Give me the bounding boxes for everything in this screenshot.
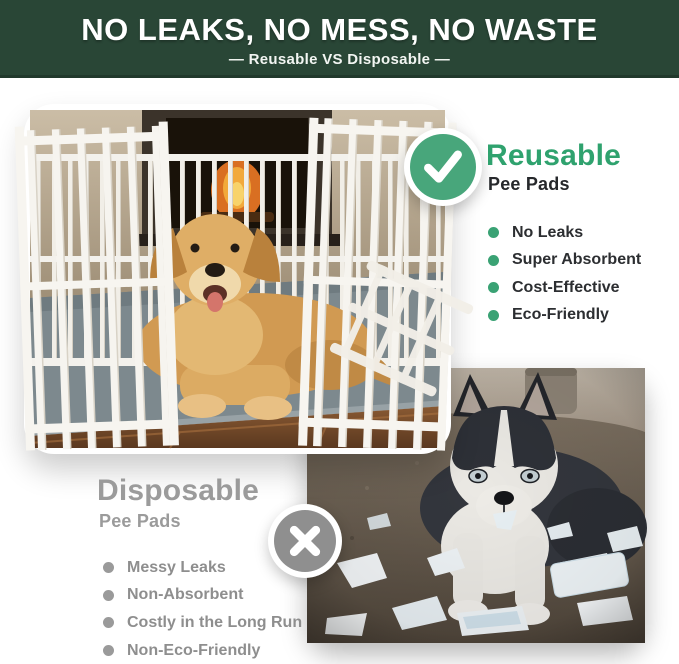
reusable-benefits-list: [488, 219, 676, 329]
bullet-dot-icon: [103, 617, 114, 628]
bullet-dot-icon: [488, 255, 499, 266]
bullet-dot-icon: [488, 310, 499, 321]
list-item-label: Non-Absorbent: [127, 586, 244, 604]
list-item-label: Messy Leaks: [127, 558, 226, 576]
list-item: [103, 554, 347, 582]
disposable-subheading: Pee Pads: [99, 511, 181, 531]
disposable-drawbacks-list: [103, 554, 347, 664]
header-subtitle: — Reusable VS Disposable —: [228, 51, 451, 68]
reusable-subheading: Pee Pads: [488, 174, 570, 194]
disposable-heading: Disposable: [97, 474, 260, 507]
disposable-panel: [97, 474, 347, 664]
list-item-label: No Leaks: [512, 223, 584, 241]
reusable-photo: [24, 104, 451, 454]
list-item: [488, 274, 676, 302]
reusable-heading: Reusable: [486, 139, 621, 172]
list-item-label: Costly in the Long Run: [127, 613, 303, 631]
bullet-dot-icon: [103, 590, 114, 601]
list-item: [488, 302, 676, 330]
list-item: [103, 637, 347, 664]
golden-retriever-illustration: [30, 110, 445, 448]
list-item-label: Eco-Friendly: [512, 306, 609, 324]
list-item-label: Non-Eco-Friendly: [127, 641, 261, 659]
check-icon: [404, 128, 482, 206]
list-item-label: Cost-Effective: [512, 278, 620, 296]
bullet-dot-icon: [488, 227, 499, 238]
reusable-photo-inner: [30, 110, 445, 448]
header-title: NO LEAKS, NO MESS, NO WASTE: [81, 12, 598, 47]
list-item: [103, 609, 347, 637]
list-item: [488, 219, 676, 247]
bullet-dot-icon: [103, 645, 114, 656]
header-banner: [0, 0, 679, 78]
bullet-dot-icon: [488, 282, 499, 293]
bullet-dot-icon: [103, 562, 114, 573]
list-item-label: Super Absorbent: [512, 251, 642, 269]
reusable-panel: [486, 139, 676, 329]
list-item: [488, 247, 676, 275]
list-item: [103, 582, 347, 610]
